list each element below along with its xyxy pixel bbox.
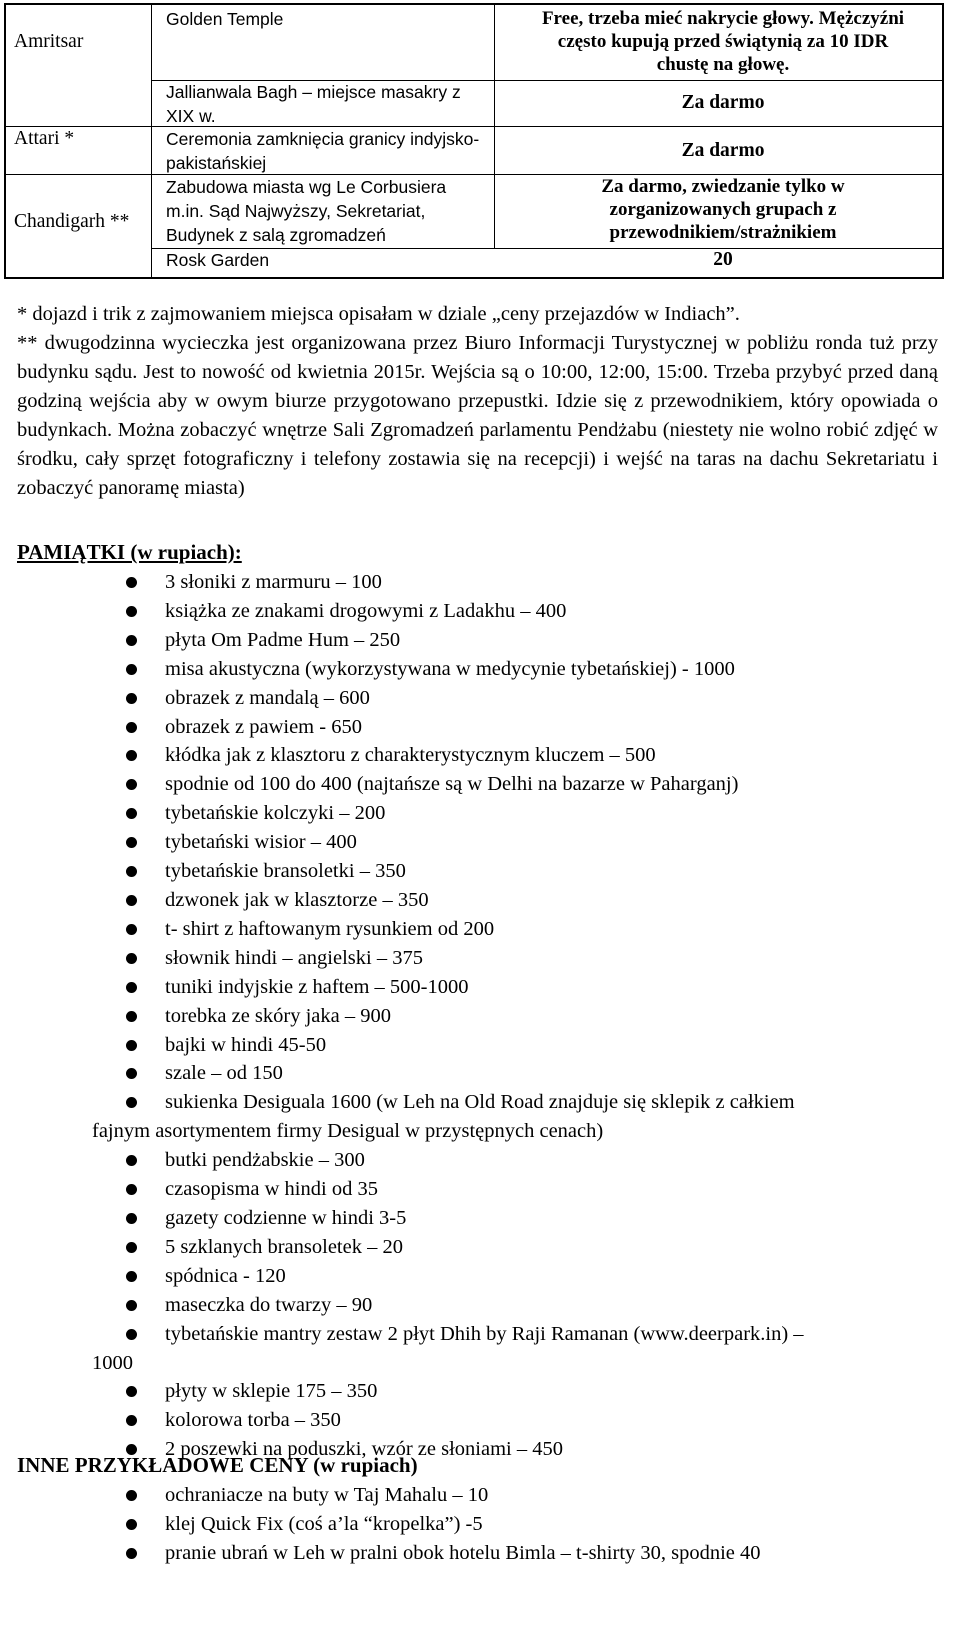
list-item: [0, 828, 960, 857]
bullet-icon: [126, 895, 137, 906]
list-item: [0, 973, 960, 1002]
list-item: [0, 684, 960, 713]
souvenirs-list: [0, 568, 960, 1464]
city-chandigarh: Chandigarh **: [14, 211, 130, 232]
list-item-text: książka ze znakami drogowymi z Ladakhu – 400: [165, 599, 567, 622]
list-item-text: misa akustyczna (wykorzystywana w medycynie tybetańskiej) - 1000: [165, 657, 735, 680]
list-item: [0, 626, 960, 655]
bullet-icon: [126, 837, 137, 848]
list-item: [0, 1204, 960, 1233]
city-amritsar: Amritsar: [14, 31, 84, 52]
list-item: [0, 1175, 960, 1204]
list-item-text: t- shirt z haftowanym rysunkiem od 200: [165, 917, 495, 940]
list-item: [0, 799, 960, 828]
list-item-text: 3 słoniki z marmuru – 100: [165, 571, 382, 593]
list-item-text: kolorowa torba – 350: [165, 1409, 341, 1432]
list-item: [0, 1031, 960, 1060]
bullet-icon: [126, 1213, 137, 1224]
attractions-table: [4, 3, 944, 279]
bullet-icon: [126, 982, 137, 993]
bullet-icon: [126, 1519, 137, 1530]
list-item-text: bajki w hindi 45-50: [165, 1033, 327, 1056]
list-item: [0, 944, 960, 973]
bullet-icon: [126, 1386, 137, 1397]
bullet-icon: [126, 953, 137, 964]
other-prices-list: [0, 1481, 960, 1568]
bullet-icon: [126, 693, 137, 704]
bullet-icon: [126, 1329, 137, 1340]
list-item: [0, 1377, 960, 1406]
price-rosk-garden: 20: [713, 249, 733, 270]
attraction-jallianwala-bagh: Jallianwala Bagh – miejsce masakry z XIX w.: [166, 82, 461, 126]
list-item: [0, 1510, 960, 1539]
attraction-le-corbusier: Zabudowa miasta wg Le Corbusiera m.in. Sąd Najwyższy, Sekretariat, Budynek z salą zgromadzeń: [166, 177, 447, 245]
list-item-text: sukienka Desiguala 1600 (w Leh na Old Road znajduje się sklepik z całkiem: [165, 1091, 795, 1114]
footnotes: [17, 300, 938, 503]
bullet-icon: [126, 1011, 137, 1022]
list-item-text: 5 szklanych bransoletek – 20: [165, 1235, 403, 1258]
list-item-text: kłódka jak z klasztoru z charakterystycznym kluczem – 500: [165, 744, 656, 767]
list-item: [0, 597, 960, 626]
list-item-text: pranie ubrań w Leh w pralni obok hotelu Bimla – t-shirty 30, spodnie 40: [165, 1541, 761, 1564]
bullet-icon: [126, 635, 137, 646]
list-item: [0, 713, 960, 742]
souvenirs-heading: PAMIĄTKI (w rupiach):: [17, 540, 242, 564]
list-item-text: czasopisma w hindi od 35: [165, 1178, 378, 1201]
list-item: [0, 741, 960, 770]
city-attari: Attari *: [14, 128, 75, 149]
list-item-text: szale – od 150: [165, 1062, 283, 1085]
attraction-rosk-garden: Rosk Garden: [166, 250, 270, 270]
bullet-icon: [126, 722, 137, 733]
bullet-icon: [126, 750, 137, 761]
bullet-icon: [126, 577, 137, 588]
list-item-text: ochraniacze na buty w Taj Mahalu – 10: [165, 1484, 489, 1506]
list-item-text: obrazek z pawiem - 650: [165, 715, 362, 738]
list-item-text: tybetańskie kolczyki – 200: [165, 802, 386, 825]
bullet-icon: [126, 1415, 137, 1426]
list-item-text: obrazek z mandalą – 600: [165, 686, 370, 709]
list-item-text: klej Quick Fix (coś a’la “kropelka”) -5: [165, 1512, 483, 1535]
bullet-icon: [126, 779, 137, 790]
list-item: [0, 857, 960, 886]
list-item: [0, 1233, 960, 1262]
list-item: [0, 886, 960, 915]
list-item-text: tybetański wisior – 400: [165, 831, 357, 854]
list-item-text: dzwonek jak w klasztorze – 350: [165, 888, 429, 911]
bullet-icon: [126, 866, 137, 877]
list-item: [0, 915, 960, 944]
list-item: [0, 1146, 960, 1175]
bullet-icon: [126, 1068, 137, 1079]
list-item-text: spódnica - 120: [165, 1264, 286, 1287]
bullet-icon: [126, 1184, 137, 1195]
price-golden-temple: Free, trzeba mieć nakrycie głowy. Mężczyźni często kupują przed świątynią za 10 IDR chustę na głowę.: [541, 8, 905, 75]
bullet-icon: [126, 924, 137, 935]
list-item-continuation: fajnym asortymentem firmy Desigual w przystępnych cenach): [92, 1120, 604, 1143]
list-item: [0, 1481, 960, 1510]
attraction-golden-temple: Golden Temple: [166, 9, 284, 29]
footnote-double-star: ** dwugodzinna wycieczka jest organizowana przez Biuro Informacji Turystycznej w pobliżu ronda tuż przy budynku sądu. Jest to nowość od kwietnia 2015r. Wejścia są o 10:00, 12:00, 15:00. Trzeba przybyć przed daną godziną wejścia aby w owym biurze przygotowano przepustki. Idzie się z przewodnikiem, który opowiada o budynkach. Można zobaczyć wnętrze Sali Zgromadzeń parlamentu Pendżabu (niestety nie wolno robić zdjęć w środku, cały sprzęt fotograficzny i telefony zostawia się na recepcji) i wejść na taras na dachu Sekretariatu i zobaczyć panoramę miasta): [17, 332, 938, 499]
list-item: [0, 1002, 960, 1031]
column-divider: [494, 5, 495, 249]
price-jallianwala-bagh: Za darmo: [681, 92, 765, 113]
list-item: [0, 1320, 960, 1378]
price-border-ceremony: Za darmo: [681, 140, 765, 161]
list-item: [0, 1059, 960, 1088]
footnote-star: * dojazd i trik z zajmowaniem miejsca opisałam w dziale „ceny przejazdów w Indiach”.: [17, 303, 740, 325]
list-item-text: tybetańskie bransoletki – 350: [165, 860, 406, 883]
bullet-icon: [126, 1490, 137, 1501]
bullet-icon: [126, 664, 137, 675]
list-item-continuation: 1000: [92, 1351, 133, 1374]
bullet-icon: [126, 1300, 137, 1311]
list-item-text: słownik hindi – angielski – 375: [165, 946, 423, 969]
bullet-icon: [126, 1271, 137, 1282]
list-item-text: torebka ze skóry jaka – 900: [165, 1004, 391, 1027]
bullet-icon: [126, 1040, 137, 1051]
list-item: [0, 655, 960, 684]
other-prices-heading: INNE PRZYKŁADOWE CENY (w rupiach): [17, 1453, 418, 1477]
bullet-icon: [126, 1155, 137, 1166]
list-item-text: płyty w sklepie 175 – 350: [165, 1380, 378, 1403]
bullet-icon: [126, 1242, 137, 1253]
list-item-text: maseczka do twarzy – 90: [165, 1293, 373, 1316]
bullet-icon: [126, 1097, 137, 1108]
attraction-border-ceremony: Ceremonia zamknięcia granicy indyjsko-pakistańskiej: [166, 129, 480, 173]
list-item-text: butki pendżabskie – 300: [165, 1149, 365, 1172]
list-item: [0, 568, 960, 597]
list-item-text: tybetańskie mantry zestaw 2 płyt Dhih by Raji Ramanan (www.deerpark.in) –: [165, 1322, 804, 1345]
list-item-text: 2 poszewki na poduszki, wzór ze słoniami – 450: [165, 1438, 563, 1461]
list-item-text: tuniki indyjskie z haftem – 500-1000: [165, 975, 469, 998]
list-item: [0, 1406, 960, 1435]
bullet-icon: [126, 606, 137, 617]
price-le-corbusier: Za darmo, zwiedzanie tylko w zorganizowanych grupach z przewodnikiem/strażnikiem: [601, 176, 845, 243]
list-item: [0, 1291, 960, 1320]
list-item-text: spodnie od 100 do 400 (najtańsze są w Delhi na bazarze w Paharganj): [165, 773, 739, 796]
list-item: [0, 770, 960, 799]
list-item: [0, 1262, 960, 1291]
bullet-icon: [126, 808, 137, 819]
bullet-icon: [126, 1548, 137, 1559]
list-item: [0, 1539, 960, 1568]
list-item: [0, 1088, 960, 1146]
list-item-text: gazety codzienne w hindi 3-5: [165, 1206, 407, 1229]
list-item-text: płyta Om Padme Hum – 250: [165, 628, 401, 651]
